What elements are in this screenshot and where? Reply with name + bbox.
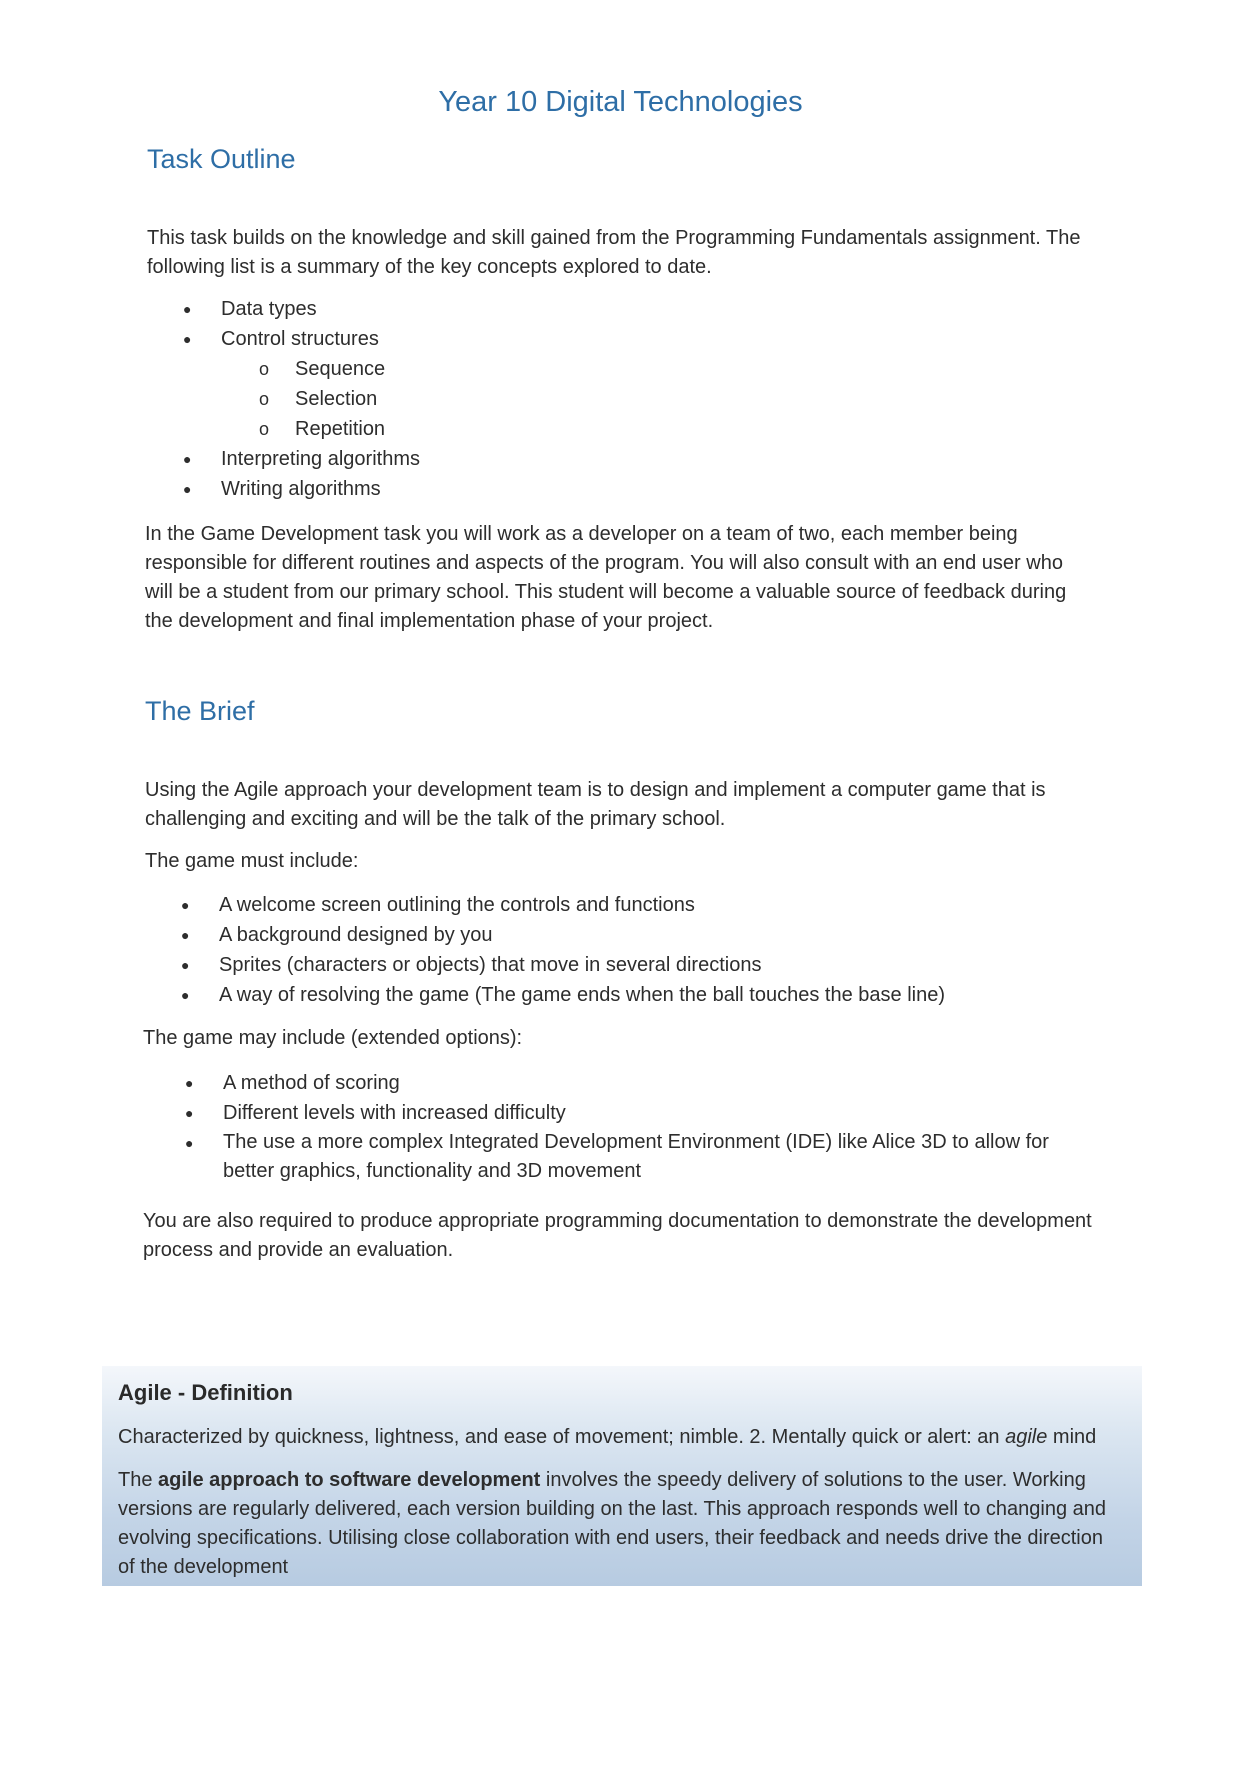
sub-list-item-label: Repetition bbox=[295, 418, 386, 440]
agile-approach-description bbox=[118, 1466, 1118, 1582]
list-item-label: Different levels with increased difficulty bbox=[223, 1102, 566, 1124]
bullet-icon: ● bbox=[185, 1075, 194, 1091]
task-outline-intro: This task builds on the knowledge and skill gained from the Programming Fundamentals assignment. The following list is a summary of the key concepts explored to date. bbox=[147, 227, 1081, 278]
list-item-label: Control structures bbox=[221, 328, 379, 350]
list-item-label: A way of resolving the game (The game ends when the ball touches the base line) bbox=[219, 984, 945, 1006]
list-item-label: Data types bbox=[221, 298, 317, 320]
list-item-label: The use a more complex Integrated Development Environment (IDE) like Alice 3D to allow for better graphics, functionality and 3D movement bbox=[223, 1131, 1049, 1182]
agile-para-body: involves the speedy delivery of solutions to the user. Working versions are regularly delivered, each version building on the last. This approach responds well to changing and evolving specifications. Utilising close collaboration with end users, their feedback and needs drive the direction of the development bbox=[118, 1469, 1106, 1578]
bullet-icon: ● bbox=[181, 927, 190, 943]
document-title: Year 10 Digital Technologies bbox=[438, 86, 803, 118]
agile-dictionary-definition bbox=[118, 1426, 1096, 1449]
may-include-heading: The game may include (extended options): bbox=[143, 1027, 523, 1049]
bullet-icon: ● bbox=[181, 897, 190, 913]
documentation-requirement: You are also required to produce appropriate programming documentation to demonstrate the development process and provide an evaluation. bbox=[143, 1210, 1092, 1261]
sub-list-item-label: Sequence bbox=[295, 358, 386, 380]
bullet-icon: ● bbox=[181, 957, 190, 973]
list-item-label: A background designed by you bbox=[219, 924, 493, 946]
circle-bullet-icon: o bbox=[259, 419, 270, 439]
list-item bbox=[181, 980, 1081, 1010]
sub-list-item-label: Selection bbox=[295, 388, 378, 410]
list-item-label: Interpreting algorithms bbox=[221, 448, 420, 470]
list-item bbox=[181, 920, 1081, 950]
list-item bbox=[185, 1068, 1085, 1098]
task-outline-heading: Task Outline bbox=[147, 144, 296, 174]
list-item-label: A welcome screen outlining the controls and functions bbox=[219, 894, 695, 916]
definition-text: Characterized by quickness, lightness, and ease of movement; nimble. 2. Mentally quick or alert: an bbox=[118, 1426, 1006, 1448]
agile-definition-heading: Agile - Definition bbox=[118, 1380, 293, 1405]
list-item bbox=[183, 324, 883, 354]
must-include-list bbox=[181, 890, 1081, 1010]
bullet-icon: ● bbox=[183, 301, 192, 317]
sub-list-item bbox=[183, 354, 883, 384]
task-outline-description: In the Game Development task you will work as a developer on a team of two, each member being responsible for different routines and aspects of the program. You will also consult with an end user who will be a student from our primary school. This student will become a valuable source of feedback during the development and final implementation phase of your project. bbox=[145, 523, 1067, 632]
bullet-icon: ● bbox=[185, 1135, 194, 1151]
may-include-list bbox=[185, 1068, 1085, 1186]
agile-definition-box bbox=[102, 1366, 1142, 1586]
list-item bbox=[183, 444, 883, 474]
definition-text-end: mind bbox=[1047, 1426, 1097, 1448]
agile-para-prefix: The bbox=[118, 1469, 159, 1491]
list-item bbox=[183, 294, 883, 324]
must-include-heading: The game must include: bbox=[145, 850, 359, 872]
brief-intro: Using the Agile approach your development team is to design and implement a computer game that is challenging and exciting and will be the talk of the primary school. bbox=[145, 779, 1046, 830]
bullet-icon: ● bbox=[181, 987, 190, 1003]
list-item-label: A method of scoring bbox=[223, 1072, 400, 1094]
sub-list-item bbox=[183, 414, 883, 444]
bullet-icon: ● bbox=[183, 451, 192, 467]
bullet-icon: ● bbox=[183, 481, 192, 497]
agile-approach-term: agile approach to software development bbox=[158, 1469, 541, 1491]
list-item bbox=[185, 1128, 1085, 1186]
brief-heading: The Brief bbox=[145, 696, 255, 726]
sub-list-item bbox=[183, 384, 883, 414]
bullet-icon: ● bbox=[185, 1105, 194, 1121]
circle-bullet-icon: o bbox=[259, 389, 270, 409]
list-item-label: Sprites (characters or objects) that move in several directions bbox=[219, 954, 762, 976]
concepts-list bbox=[183, 294, 883, 504]
list-item bbox=[185, 1098, 1085, 1128]
list-item bbox=[183, 474, 883, 504]
list-item-label: Writing algorithms bbox=[221, 478, 381, 500]
circle-bullet-icon: o bbox=[259, 359, 270, 379]
definition-italic-word: agile bbox=[1005, 1426, 1048, 1448]
list-item bbox=[181, 890, 1081, 920]
bullet-icon: ● bbox=[183, 331, 192, 347]
list-item bbox=[181, 950, 1081, 980]
